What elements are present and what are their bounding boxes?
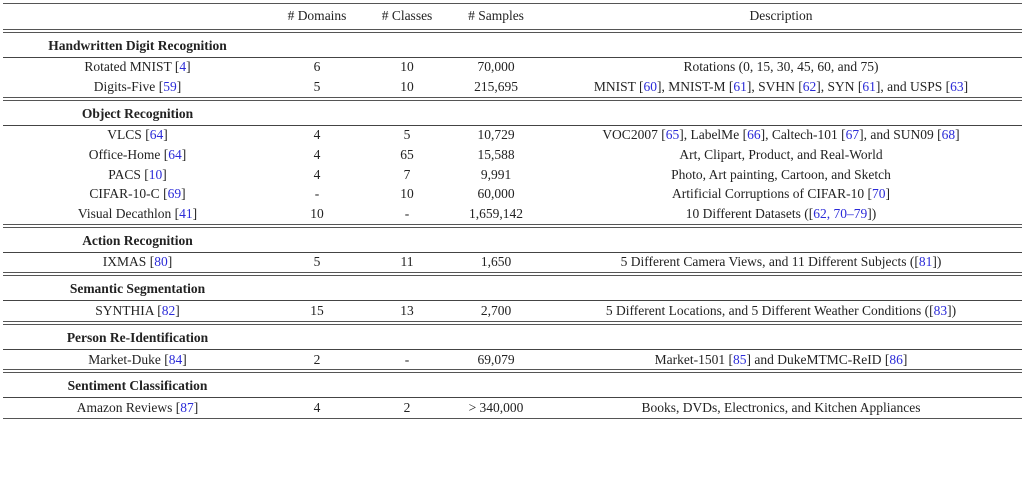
empty-cell [362, 371, 452, 398]
empty-cell [452, 99, 540, 126]
citation-link[interactable]: 61 [862, 78, 876, 94]
citation-link[interactable]: 84 [168, 351, 183, 367]
citation-link[interactable]: 80 [154, 254, 168, 270]
empty-cell [452, 371, 540, 398]
citation: [81] [914, 254, 937, 270]
section-title: Object Recognition [3, 99, 272, 126]
description-text: , LabelMe [683, 127, 743, 143]
domains-cell: 4 [272, 398, 362, 419]
citation-link[interactable]: 87 [180, 400, 194, 416]
dataset-name [3, 57, 272, 77]
citation-link[interactable]: 10 [148, 166, 163, 182]
classes-cell: 10 [400, 186, 414, 202]
citation-link[interactable]: 68 [941, 127, 956, 143]
samples-cell: 1,650 [452, 252, 540, 274]
domains-cell: 10 [272, 204, 362, 226]
header-samples: # Samples [452, 4, 540, 31]
dataset-name [3, 301, 272, 323]
header-classes: # Classes [362, 4, 452, 31]
dataset-name-text: PACS [108, 166, 141, 182]
samples-cell: 2,700 [452, 301, 540, 323]
description-cell [540, 204, 1022, 226]
citation: [82] [157, 303, 180, 319]
citation-link[interactable]: 59 [163, 78, 177, 94]
empty-cell [452, 323, 540, 350]
table-row [3, 57, 1022, 77]
citation: [62, 70–79] [808, 205, 872, 221]
citation-link[interactable]: 64 [149, 127, 164, 143]
citation: [61] [728, 78, 752, 94]
empty-cell [272, 31, 362, 58]
citation: [84] [164, 351, 187, 367]
table-row [3, 145, 1022, 165]
citation: [65] [661, 127, 684, 143]
dataset-name [3, 349, 272, 371]
citation: [41] [174, 205, 198, 221]
citation-link[interactable]: 85 [733, 351, 747, 367]
citation: [62] [798, 78, 821, 94]
classes-cell: 13 [362, 301, 452, 323]
citation-link[interactable]: 83 [933, 303, 948, 319]
table-row [3, 165, 1022, 185]
samples-cell: > 340,000 [452, 398, 540, 419]
citation-link[interactable]: 69 [167, 186, 182, 202]
description-text: , and SUN09 [863, 127, 938, 143]
empty-cell [540, 226, 1022, 253]
description-cell [540, 77, 1022, 99]
empty-cell [452, 274, 540, 301]
description-text: Photo, Art painting, Cartoon, and Sketch [671, 166, 891, 182]
empty-cell [362, 99, 452, 126]
empty-cell [540, 99, 1022, 126]
dataset-name-text: Market-Duke [88, 351, 161, 367]
classes-cell: - [362, 349, 452, 371]
domains-cell: 4 [313, 166, 321, 182]
section-row [3, 99, 1022, 126]
domains-cell: 5 [272, 252, 362, 274]
dataset-name [3, 398, 272, 419]
description-text: Art, Clipart, Product, and Real-World [679, 147, 883, 163]
description-text: , SYN [820, 78, 858, 94]
section-row [3, 226, 1022, 253]
citation-link[interactable]: 70 [871, 186, 886, 202]
empty-cell [540, 323, 1022, 350]
dataset-name-text: CIFAR-10-C [89, 186, 160, 202]
classes-cell: 65 [400, 147, 414, 163]
classes-cell: 10 [362, 77, 452, 99]
header-domains: # Domains [272, 4, 362, 31]
description-text: Artificial Corruptions of CIFAR-10 [672, 186, 868, 202]
description-text: Books, DVDs, Electronics, and Kitchen Appliances [641, 400, 921, 416]
dataset-name-text: SYNTHIA [95, 303, 154, 319]
classes-cell: 10 [400, 59, 414, 75]
description-text: , and USPS [880, 78, 946, 94]
empty-cell [362, 31, 452, 58]
section-row [3, 274, 1022, 301]
dataset-name-text: Visual Decathlon [77, 205, 172, 221]
citation-link[interactable]: 66 [747, 127, 761, 143]
samples-cell: 60,000 [477, 186, 515, 202]
citation: [85] [728, 351, 751, 367]
citation-link[interactable]: 41 [179, 205, 193, 221]
description-text: , SVHN [751, 78, 799, 94]
domains-cell: - [314, 186, 320, 202]
description-text: 10 Different Datasets ( [685, 205, 809, 221]
dataset-name [3, 145, 272, 165]
empty-cell [272, 323, 362, 350]
description-cell [540, 349, 1022, 371]
citation-link[interactable]: 64 [168, 147, 182, 163]
header-dataset [3, 4, 272, 31]
empty-cell [272, 226, 362, 253]
empty-cell [272, 371, 362, 398]
description-text: ) [936, 254, 942, 270]
dataset-name-text: Amazon Reviews [76, 400, 173, 416]
description-text: and DukeMTMC-ReID [751, 351, 885, 367]
empty-cell [272, 99, 362, 126]
citation: [10] [144, 166, 167, 182]
description-text: , Caltech-101 [765, 127, 842, 143]
citation-link[interactable]: 60 [643, 78, 657, 94]
table-row [3, 125, 1022, 145]
citation-link[interactable]: 61 [733, 78, 747, 94]
samples-cell: 1,659,142 [452, 204, 540, 226]
table-row [3, 398, 1022, 419]
description-cell [540, 125, 1022, 145]
citation-link[interactable]: 81 [918, 254, 933, 270]
empty-cell [272, 274, 362, 301]
description-text: 5 Different Locations, and 5 Different Weather Conditions ( [605, 303, 930, 319]
domains-cell: 5 [272, 77, 362, 99]
citation-link[interactable]: 62, 70–79 [813, 205, 868, 221]
domains-cell: 6 [313, 59, 321, 75]
samples-cell: 215,695 [452, 77, 540, 99]
classes-cell: 11 [362, 252, 452, 274]
dataset-name [3, 77, 272, 99]
empty-cell [540, 371, 1022, 398]
table-row [3, 184, 1022, 204]
domains-cell: 15 [272, 301, 362, 323]
description-text: ) [871, 205, 877, 221]
section-row [3, 323, 1022, 350]
table-row [3, 349, 1022, 371]
samples-cell: 69,079 [452, 349, 540, 371]
dataset-name [3, 204, 272, 226]
citation-link[interactable]: 63 [950, 78, 964, 94]
description-cell [540, 145, 1022, 165]
dataset-name-text: Rotated MNIST [84, 59, 172, 75]
description-cell [540, 301, 1022, 323]
citation-link[interactable]: 67 [845, 127, 860, 143]
classes-cell: 2 [362, 398, 452, 419]
description-cell [540, 57, 1022, 77]
citation: [64] [145, 127, 168, 143]
dataset-name-text: Office-Home [88, 147, 161, 163]
description-text: VOC2007 [602, 127, 662, 143]
section-title: Person Re-Identification [3, 323, 272, 350]
classes-cell: 5 [403, 127, 411, 143]
domains-cell: 4 [313, 147, 321, 163]
domains-cell: 4 [313, 127, 321, 143]
table-row [3, 77, 1022, 99]
empty-cell [540, 274, 1022, 301]
citation: [66] [742, 127, 766, 143]
header-row [3, 4, 1022, 31]
description-text: 5 Different Camera Views, and 11 Different Subjects ( [620, 254, 915, 270]
section-row [3, 31, 1022, 58]
citation: [80] [149, 254, 173, 270]
classes-cell: 7 [403, 166, 411, 182]
dataset-name-text: Digits-Five [93, 78, 156, 94]
citation: [83] [929, 303, 952, 319]
description-cell [540, 165, 1022, 185]
citation: [69] [163, 186, 186, 202]
citation-link[interactable]: 86 [889, 351, 903, 367]
classes-cell: - [362, 204, 452, 226]
dataset-name-text: IXMAS [102, 254, 147, 270]
empty-cell [362, 323, 452, 350]
description-text: Market-1501 [654, 351, 729, 367]
citation-link[interactable]: 65 [665, 127, 680, 143]
dataset-name [3, 184, 272, 204]
section-title: Sentiment Classification [3, 371, 272, 398]
citation-link[interactable]: 82 [161, 303, 176, 319]
section-row [3, 371, 1022, 398]
citation: [63] [945, 78, 969, 94]
description-text: Rotations (0, 15, 30, 45, 60, and 75) [683, 59, 879, 75]
empty-cell [452, 31, 540, 58]
description-text: MNIST [593, 78, 639, 94]
domains-cell: 2 [272, 349, 362, 371]
citation: [61] [857, 78, 881, 94]
dataset-name [3, 165, 272, 185]
description-cell [540, 398, 1022, 419]
empty-cell [362, 274, 452, 301]
section-title: Handwritten Digit Recognition [3, 31, 272, 58]
empty-cell [540, 31, 1022, 58]
dataset-name-text: VLCS [107, 127, 142, 143]
datasets-table [3, 3, 1022, 419]
citation: [87] [175, 400, 199, 416]
samples-cell: 15,588 [477, 147, 515, 163]
samples-cell: 10,729 [477, 127, 515, 143]
citation: [59] [158, 78, 182, 94]
citation: [4] [174, 59, 191, 75]
dataset-name [3, 252, 272, 274]
citation: [67] [841, 127, 864, 143]
citation: [68] [937, 127, 960, 143]
description-text: , MNIST-M [661, 78, 729, 94]
table-row [3, 301, 1022, 323]
section-title: Action Recognition [3, 226, 272, 253]
citation-link[interactable]: 62 [802, 78, 817, 94]
dataset-name [3, 125, 272, 145]
citation: [86] [884, 351, 908, 367]
empty-cell [362, 226, 452, 253]
samples-cell: 70,000 [477, 59, 515, 75]
section-title: Semantic Segmentation [3, 274, 272, 301]
table-row [3, 204, 1022, 226]
description-text: ) [951, 303, 957, 319]
table-row [3, 252, 1022, 274]
citation: [60] [638, 78, 662, 94]
description-cell [540, 252, 1022, 274]
header-description: Description [540, 4, 1022, 31]
citation: [64] [163, 147, 187, 163]
samples-cell: 9,991 [480, 166, 512, 182]
empty-cell [452, 226, 540, 253]
description-cell [540, 184, 1022, 204]
citation: [70] [867, 186, 890, 202]
citation-link[interactable]: 4 [179, 59, 187, 75]
